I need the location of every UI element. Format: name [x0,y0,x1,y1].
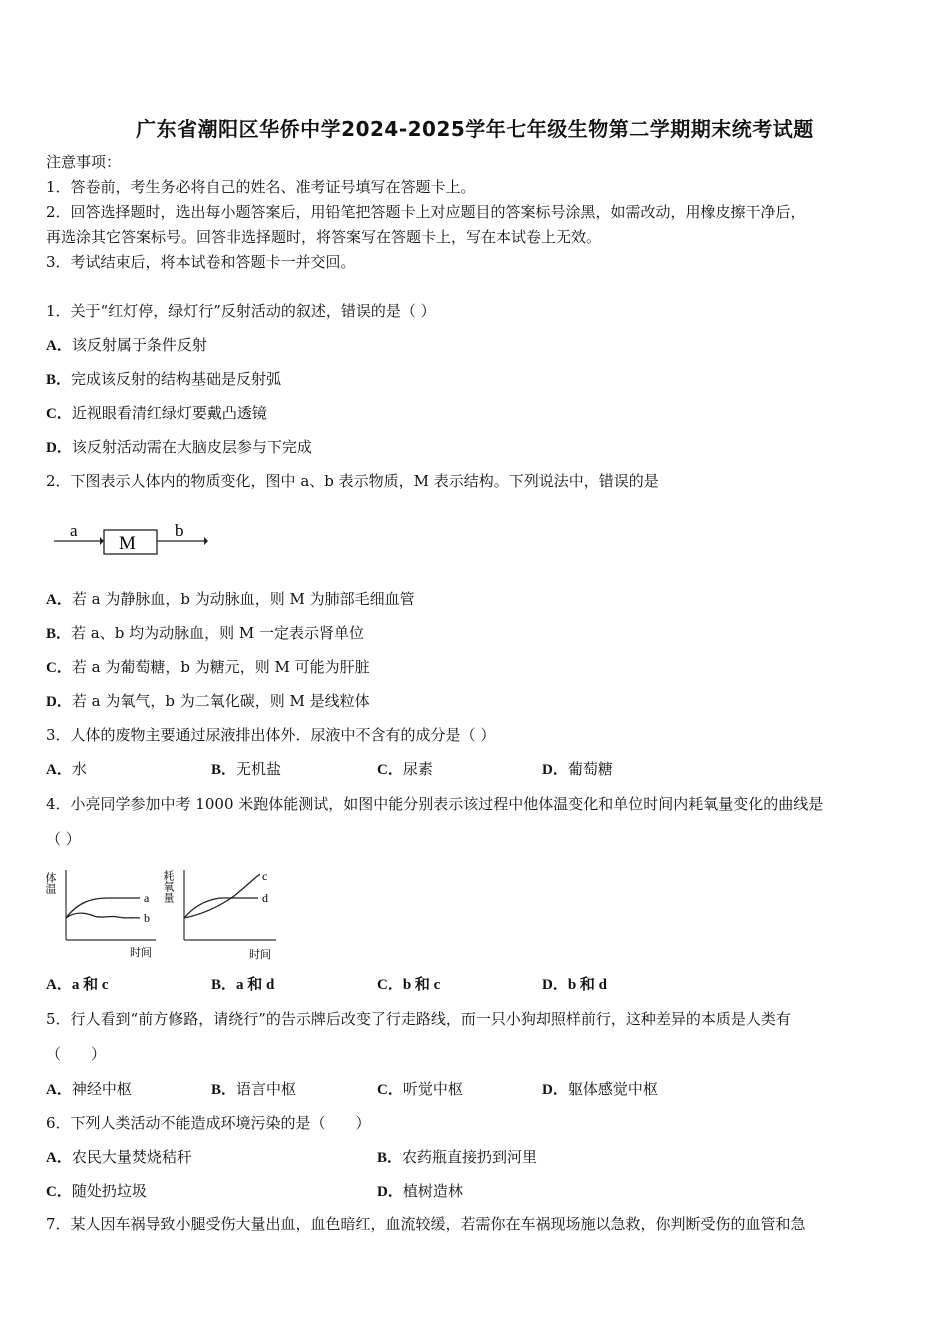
q5-stem-paren: （ ） [46,1045,107,1063]
option-text: 该反射活动需在大脑皮层参与下完成 [71,438,312,456]
option-text: 随处扔垃圾 [71,1182,147,1200]
curve-a-label: a [144,891,150,905]
q2-flow-diagram [50,512,215,562]
y-axis-label: 体温 [44,872,56,894]
option-text: 语言中枢 [236,1080,297,1098]
option-letter: B． [46,372,72,388]
q2-option-a [46,589,415,610]
notice-item-2-cont: 再选涂其它答案标号。回答非选择题时，将答案写在答题卡上，写在本试卷上无效。 [46,228,602,246]
x-axis-label: 时间 [130,947,152,959]
option-letter: A． [46,338,72,354]
temperature-graph [44,870,156,959]
page-title: 广东省潮阳区华侨中学2024-2025学年七年级生物第二学期期末统考试题 [136,117,814,141]
q3-option-a [46,759,87,780]
option-text: 若 a 为葡萄糖，b 为糖元，则 M 可能为肝脏 [71,658,370,676]
q6-option-a [46,1147,192,1168]
q2-option-c [46,657,370,678]
option-letter: A． [46,592,72,608]
q5-option-d [542,1079,658,1100]
option-letter: C． [377,762,403,778]
curve-b-label: b [144,911,150,925]
q6-stem: 6．下列人类活动不能造成环境污染的是（ ） [46,1114,371,1132]
q1-option-a [46,335,207,356]
option-letter: D． [46,440,72,456]
option-letter: C． [377,977,403,993]
option-text: a 和 d [236,977,275,993]
q4-stem-paren: （ ） [46,830,81,848]
notice-item-3: 3．考试结束后，将本试卷和答题卡一并交回。 [46,253,356,271]
option-letter: D． [377,1184,403,1200]
q6-option-c [46,1181,147,1202]
option-text: a 和 c [71,977,109,993]
q2-option-b [46,623,364,644]
option-letter: B． [211,977,237,993]
q3-option-b [211,759,281,780]
option-text: b 和 c [402,977,441,993]
curve-d-label: d [262,891,268,905]
box-label: M [119,533,136,554]
option-text: 若 a 为静脉血，b 为动脉血，则 M 为肺部毛细血管 [71,590,415,608]
curve-b [66,913,140,918]
option-letter: A． [46,1082,72,1098]
q4-option-a [46,974,109,995]
option-text: 植树造林 [402,1182,463,1200]
option-letter: D． [542,762,568,778]
option-text: 农药瓶直接扔到河里 [402,1148,538,1166]
q3-option-d [542,759,613,780]
q3-stem: 3．人体的废物主要通过尿液排出体外．尿液中不含有的成分是（ ） [46,726,496,744]
option-text: 该反射属于条件反射 [71,336,207,354]
option-text: 神经中枢 [71,1080,132,1098]
q6-option-b [377,1147,537,1168]
q2-option-d [46,691,370,712]
option-letter: A． [46,762,72,778]
x-axis-label: 时间 [249,949,271,961]
option-text: 农民大量焚烧秸秆 [71,1148,192,1166]
q7-stem: 7．某人因车祸导致小腿受伤大量出血，血色暗红，血流较缓，若需你在车祸现场施以急救，你判断受伤的血管和急 [46,1215,806,1233]
q5-stem: 5．行人看到“前方修路，请绕行”的告示牌后改变了行走路线，而一只小狗却照样前行，这种差异的本质是人类有 [46,1010,791,1028]
option-text: 听觉中枢 [402,1080,463,1098]
option-letter: D． [46,694,72,710]
q4-graphs [44,862,284,962]
option-letter: C． [46,660,72,676]
notice-item-1: 1．答卷前，考生务必将自己的姓名、准考证号填写在答题卡上。 [46,178,476,196]
option-text: 葡萄糖 [567,760,613,778]
input-label: a [70,521,78,540]
output-arrow-head [204,537,208,545]
q4-option-b [211,974,274,995]
notice-item-2: 2．回答选择题时，选出每小题答案后，用铅笔把答题卡上对应题目的答案标号涂黑，如需改动，用橡皮擦干净后， [46,203,806,221]
option-letter: B． [211,1082,237,1098]
q4-option-d [542,974,607,995]
option-text: 近视眼看清红绿灯要戴凸透镜 [71,404,267,422]
notice-heading: 注意事项： [46,153,122,171]
option-letter: A． [46,1150,72,1166]
curve-a [66,898,140,918]
q4-option-c [377,974,440,995]
option-letter: B． [377,1150,403,1166]
output-label: b [175,521,184,540]
option-text: 完成该反射的结构基础是反射弧 [71,370,282,388]
q6-option-d [377,1181,463,1202]
option-letter: B． [46,626,72,642]
option-text: 躯体感觉中枢 [567,1080,658,1098]
q1-option-b [46,369,281,390]
q1-stem: 1．关于“红灯停，绿灯行”反射活动的叙述，错误的是（ ） [46,302,436,320]
option-letter: A． [46,977,72,993]
curve-c [184,874,260,918]
option-letter: C． [46,1184,72,1200]
option-text: 无机盐 [236,760,282,778]
q5-option-c [377,1079,463,1100]
option-letter: C． [377,1082,403,1098]
y-axis-label: 耗氧量 [162,870,174,903]
option-letter: D． [542,977,568,993]
q5-option-b [211,1079,296,1100]
curve-c-label: c [262,869,268,883]
option-text: b 和 d [567,977,608,993]
option-text: 若 a 为氧气，b 为二氧化碳，则 M 是线粒体 [71,692,370,710]
option-letter: C． [46,406,72,422]
option-text: 水 [71,760,87,778]
option-text: 尿素 [402,760,433,778]
q1-option-d [46,437,312,458]
option-text: 若 a、b 均为动脉血，则 M 一定表示肾单位 [71,624,364,642]
q3-option-c [377,759,433,780]
q4-stem: 4．小亮同学参加中考 1000 米跑体能测试，如图中能分别表示该过程中他体温变化和单位时间内耗氧量变化的曲线是 [46,795,824,813]
oxygen-graph [162,869,276,961]
option-letter: D． [542,1082,568,1098]
q1-option-c [46,403,267,424]
q5-option-a [46,1079,132,1100]
q2-stem: 2．下图表示人体内的物质变化，图中 a、b 表示物质，M 表示结构。下列说法中，错误的是 [46,472,659,490]
option-letter: B． [211,762,237,778]
